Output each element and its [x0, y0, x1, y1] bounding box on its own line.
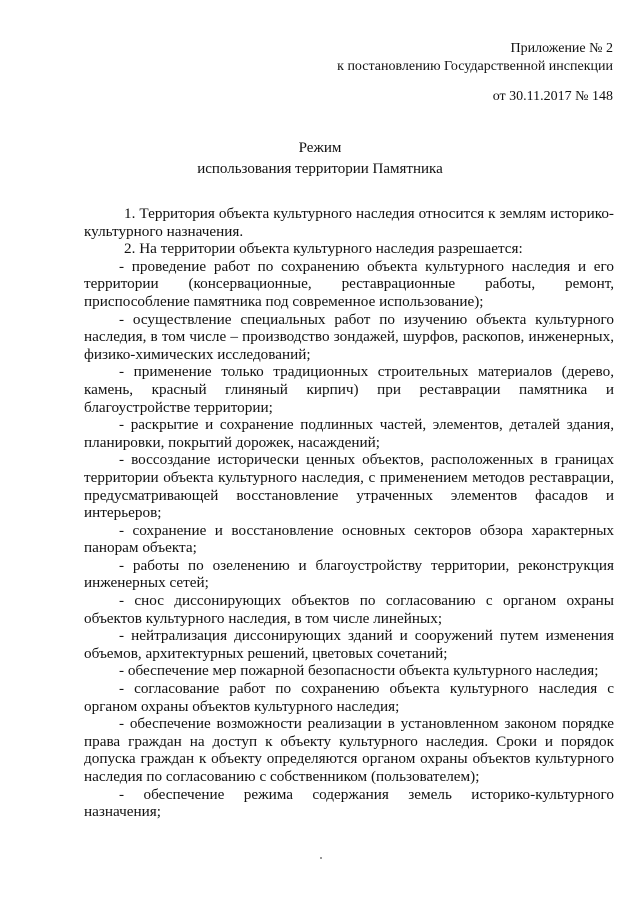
list-item: - раскрытие и сохранение подлинных частей, элементов, деталей здания, планировки, покрытий дорожек, насаждений;	[84, 416, 614, 451]
scan-speck	[320, 857, 322, 859]
list-item: - обеспечение режима содержания земель историко-культурного назначения;	[84, 785, 614, 821]
list-item: - работы по озеленению и благоустройству территории, реконструкция инженерных сетей;	[84, 556, 614, 592]
title-line-1: Режим	[298, 140, 342, 156]
document-body	[84, 205, 614, 821]
list-item: - нейтрализация диссонирующих зданий и сооружений путем изменения объемов, архитектурных решений, цветовых сочетаний;	[84, 627, 614, 662]
list-item: - сохранение и восстановление основных секторов обзора характерных панорам объекта;	[84, 521, 614, 557]
list-item: - обеспечение мер пожарной безопасности объекта культурного наследия;	[119, 662, 599, 680]
list-item: - применение только традиционных строительных материалов (дерево, камень, красный глиняный кирпич) при реставрации памятника и благоустройстве территории;	[84, 363, 614, 416]
list-item: - проведение работ по сохранению объекта культурного наследия и его территории (консервационные, реставрационные работы, ремонт, приспособление памятника под современное использование);	[84, 257, 614, 310]
list-item: - согласование работ по сохранению объекта культурного наследия с органом охраны объектов культурного наследия;	[84, 680, 614, 715]
attachment-header	[337, 40, 613, 76]
attachment-reference: к постановлению Государственной инспекции	[337, 59, 613, 74]
paragraph-1: 1. Территория объекта культурного наследия относится к землям историко-культурного назначения.	[84, 205, 614, 240]
document-date: от 30.11.2017 № 148	[492, 89, 613, 104]
list-item: - осуществление специальных работ по изучению объекта культурного наследия, в том числе – производство зондажей, шурфов, раскопов, инженерных, физико-химических исследований;	[84, 310, 614, 363]
list-item: - обеспечение возможности реализации в установленном законом порядке права граждан на доступ к объекту культурного наследия. Сроки и порядок допуска граждан к объекту определяются органом охраны объектов культурного наследия по согласованию с собственником (пользователем);	[84, 715, 614, 785]
list-item: - снос диссонирующих объектов по согласованию с органом охраны объектов культурного наследия, в том числе линейных;	[84, 592, 614, 627]
list-item: - воссоздание исторически ценных объектов, расположенных в границах территории объекта культурного наследия, с применением методов реставрации, предусматривающей восстановление утраченных элементов фасадов и интерьеров;	[84, 451, 614, 522]
document-title	[0, 139, 640, 179]
title-line-2: использования территории Памятника	[197, 161, 443, 177]
paragraph-2: 2. На территории объекта культурного наследия разрешается:	[124, 240, 523, 258]
attachment-number: Приложение № 2	[510, 41, 613, 56]
